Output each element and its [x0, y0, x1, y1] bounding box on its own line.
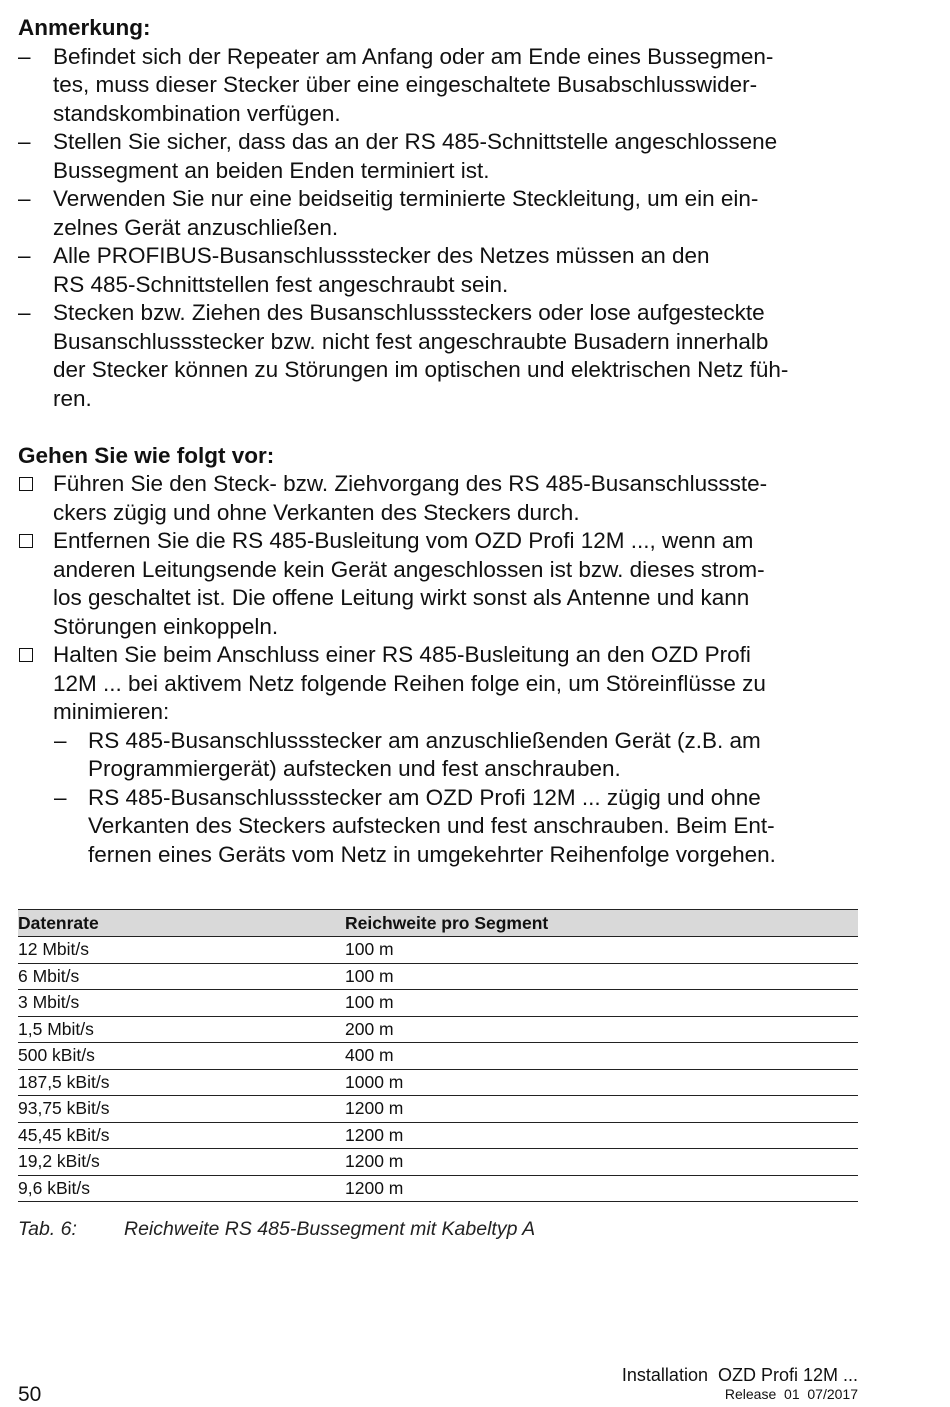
- footer-info: [622, 1364, 858, 1403]
- procedure-step: [18, 641, 858, 727]
- procedure-sub-steps: [18, 727, 858, 870]
- data-rate-table: [18, 909, 858, 1202]
- text-line: Stecken bzw. Ziehen des Busanschlusssteckers oder lose aufgesteckte: [53, 300, 765, 325]
- checkbox-square-icon: [19, 648, 33, 662]
- table-caption: [18, 1218, 535, 1241]
- cell-range: 1200 m: [345, 1096, 858, 1123]
- text-line: Alle PROFIBUS-Busanschlussstecker des Netzes müssen an den: [53, 243, 710, 268]
- cell-data-rate: 500 kBit/s: [18, 1043, 345, 1070]
- table-row: [18, 1149, 858, 1176]
- table-row: [18, 1175, 858, 1202]
- cell-data-rate: 9,6 kBit/s: [18, 1175, 345, 1202]
- procedure-sub-step: [18, 784, 858, 870]
- note-list-item: [18, 43, 858, 129]
- cell-data-rate: 93,75 kBit/s: [18, 1096, 345, 1123]
- text-line: anderen Leitungsende kein Gerät angeschlossen ist bzw. dieses strom-: [53, 556, 765, 582]
- text-line: tes, muss dieser Stecker über eine eingeschaltete Busabschlusswider-: [53, 72, 758, 97]
- checkbox-square-icon: [19, 534, 33, 548]
- footer-title: Installation OZD Profi 12M ...: [621, 1365, 858, 1385]
- page-content: [18, 14, 858, 869]
- table-row: [18, 1122, 858, 1149]
- table-body: [18, 937, 858, 1202]
- note-list-item: [18, 185, 858, 242]
- header-data-rate: Datenrate: [18, 910, 345, 937]
- text-line: minimieren:: [53, 699, 170, 724]
- procedure-step: [18, 527, 858, 641]
- cell-data-rate: 3 Mbit/s: [18, 990, 345, 1017]
- header-range: Reichweite pro Segment: [345, 910, 858, 937]
- note-list-item: [18, 242, 858, 299]
- procedure-sub-step: [18, 727, 858, 784]
- table-row: [18, 1016, 858, 1043]
- cell-range: 1200 m: [345, 1122, 858, 1149]
- dash-bullet: –: [18, 186, 31, 211]
- text-line: fernen eines Geräts vom Netz in umgekehrter Reihenfolge vorgehen.: [88, 841, 776, 867]
- text-line: Führen Sie den Steck- bzw. Ziehvorgang des RS 485-Busanschlussste-: [53, 471, 768, 496]
- table-row: [18, 1069, 858, 1096]
- table-row: [18, 990, 858, 1017]
- text-line: standskombination verfügen.: [53, 100, 341, 126]
- text-line: Störungen einkoppeln.: [53, 613, 279, 639]
- note-heading: Anmerkung:: [18, 15, 151, 40]
- cell-range: 200 m: [345, 1016, 858, 1043]
- dash-bullet: –: [18, 129, 31, 154]
- cell-data-rate: 187,5 kBit/s: [18, 1069, 345, 1096]
- text-line: 12M ... bei aktivem Netz folgende Reihen folge ein, um Störeinflüsse zu: [53, 670, 766, 696]
- cell-range: 100 m: [345, 963, 858, 990]
- caption-text: Reichweite RS 485-Bussegment mit Kabeltyp A: [124, 1218, 536, 1240]
- cell-data-rate: 6 Mbit/s: [18, 963, 345, 990]
- text-line: der Stecker können zu Störungen im optischen und elektrischen Netz füh-: [53, 357, 789, 382]
- procedure-heading: Gehen Sie wie folgt vor:: [18, 442, 275, 468]
- text-line: zelnes Gerät anzuschließen.: [53, 214, 339, 240]
- text-line: Halten Sie beim Anschluss einer RS 485-Busleitung an den OZD Profi: [53, 642, 751, 667]
- procedure-steps: [18, 470, 858, 727]
- cell-data-rate: 45,45 kBit/s: [18, 1122, 345, 1149]
- cell-range: 100 m: [345, 937, 858, 964]
- note-list-item: [18, 299, 858, 413]
- table-row: [18, 1096, 858, 1123]
- text-line: Befindet sich der Repeater am Anfang oder am Ende eines Bussegmen-: [53, 43, 774, 69]
- text-line: los geschaltet ist. Die offene Leitung wirkt sonst als Antenne und kann: [53, 585, 750, 610]
- dash-bullet: –: [54, 727, 67, 753]
- cell-range: 100 m: [345, 990, 858, 1017]
- table-row: [18, 963, 858, 990]
- cell-data-rate: 12 Mbit/s: [18, 937, 345, 964]
- note-list: [18, 43, 858, 414]
- text-line: Programmiergerät) aufstecken und fest anschrauben.: [88, 756, 621, 781]
- dash-bullet: –: [18, 43, 31, 69]
- procedure-step: [18, 470, 858, 527]
- text-line: ren.: [53, 385, 92, 411]
- text-line: ckers zügig und ohne Verkanten des Steckers durch.: [53, 499, 580, 525]
- cell-range: 1000 m: [345, 1069, 858, 1096]
- cell-range: 400 m: [345, 1043, 858, 1070]
- text-line: RS 485-Busanschlussstecker am anzuschließenden Gerät (z.B. am: [88, 727, 761, 753]
- cell-range: 1200 m: [345, 1175, 858, 1202]
- text-line: Verwenden Sie nur eine beidseitig terminierte Steckleitung, um ein ein-: [53, 186, 759, 211]
- text-line: Entfernen Sie die RS 485-Busleitung vom OZD Profi 12M ..., wenn am: [53, 528, 754, 553]
- cell-data-rate: 1,5 Mbit/s: [18, 1016, 345, 1043]
- text-line: RS 485-Schnittstellen fest angeschraubt sein.: [53, 271, 509, 297]
- cell-range: 1200 m: [345, 1149, 858, 1176]
- text-line: Bussegment an beiden Enden terminiert ist.: [53, 157, 490, 183]
- note-list-item: [18, 128, 858, 185]
- checkbox-square-icon: [19, 477, 33, 491]
- text-line: Verkanten des Steckers aufstecken und fest anschrauben. Beim Ent-: [88, 813, 775, 838]
- footer-release: Release 01 07/2017: [724, 1386, 858, 1402]
- caption-label: Tab. 6:: [18, 1218, 77, 1240]
- dash-bullet: –: [54, 784, 67, 810]
- page-number: 50: [18, 1383, 42, 1406]
- table-header-row: [18, 910, 858, 937]
- data-rate-table-container: [18, 909, 858, 1202]
- dash-bullet: –: [18, 243, 31, 268]
- text-line: Busanschlussstecker bzw. nicht fest angeschraubte Busadern innerhalb: [53, 328, 769, 354]
- text-line: RS 485-Busanschlussstecker am OZD Profi 12M ... zügig und ohne: [88, 784, 761, 810]
- text-line: Stellen Sie sicher, dass das an der RS 485-Schnittstelle angeschlossene: [53, 129, 778, 154]
- cell-data-rate: 19,2 kBit/s: [18, 1149, 345, 1176]
- table-row: [18, 1043, 858, 1070]
- dash-bullet: –: [18, 300, 31, 325]
- table-row: [18, 937, 858, 964]
